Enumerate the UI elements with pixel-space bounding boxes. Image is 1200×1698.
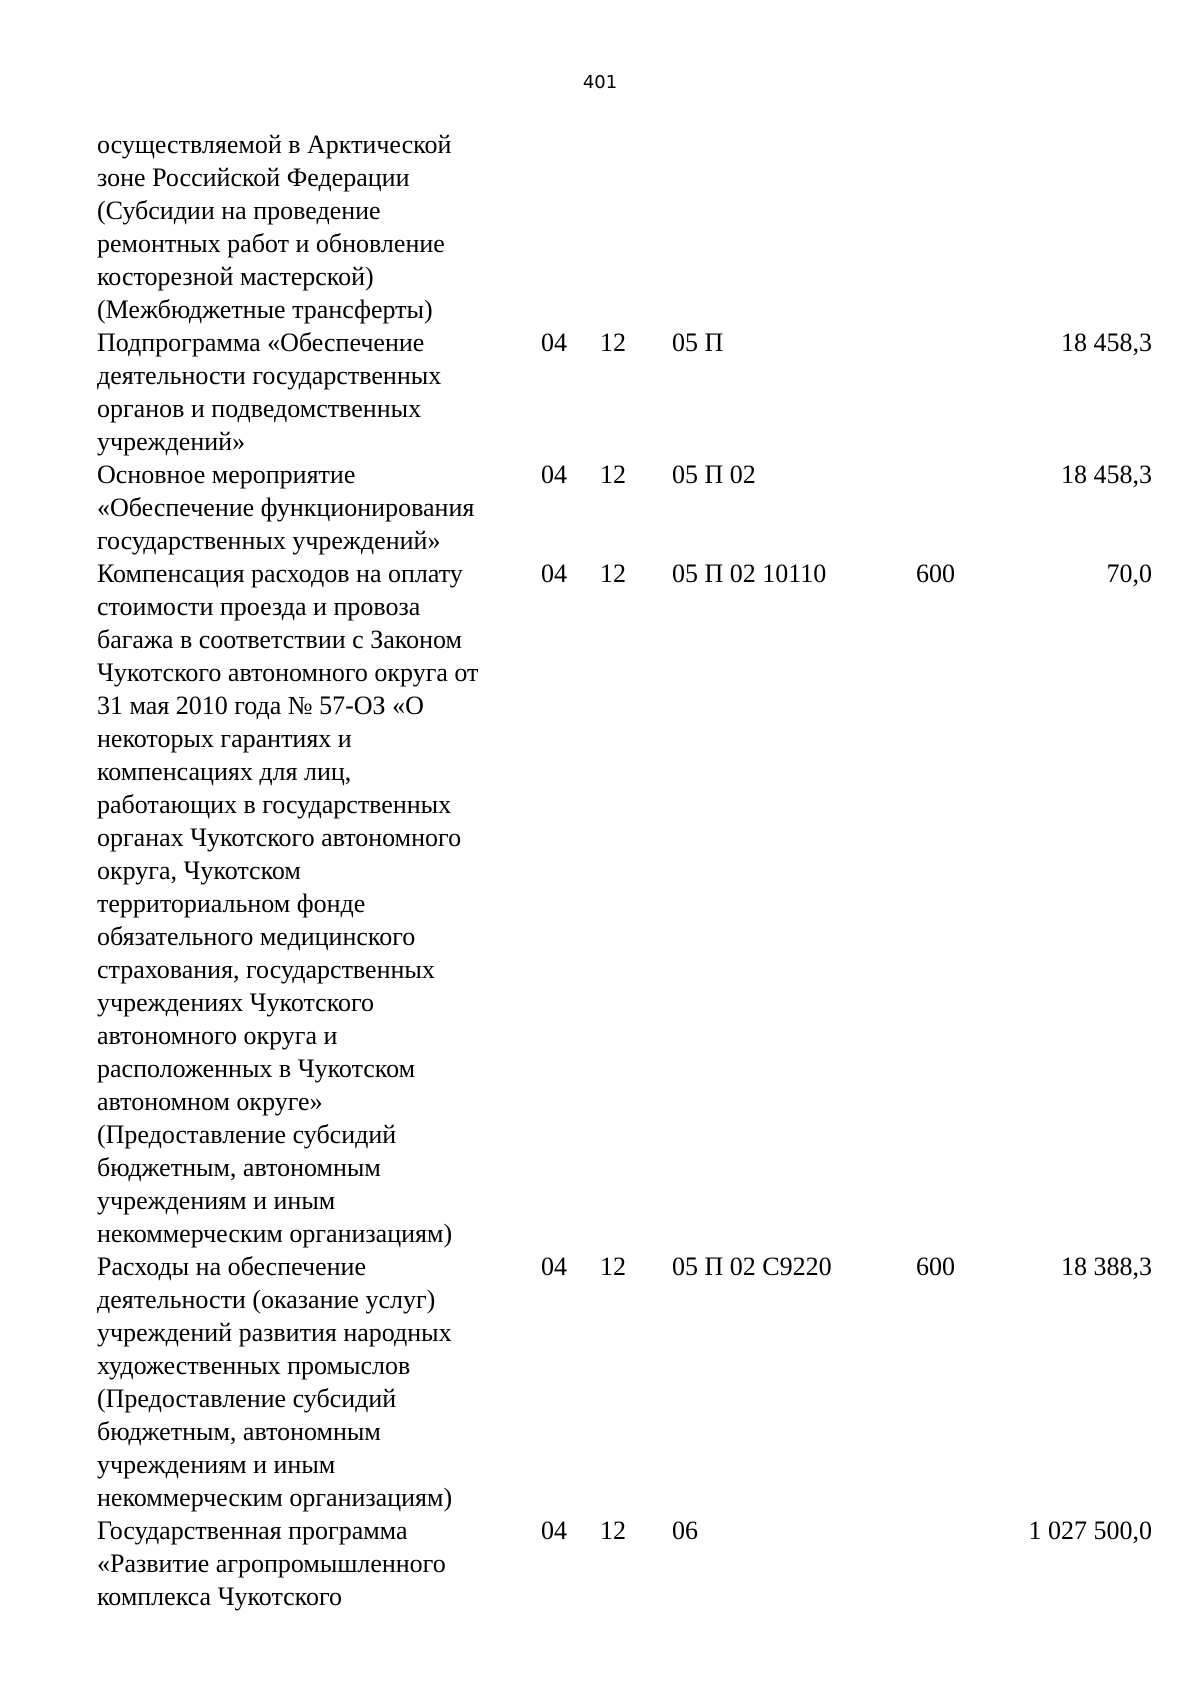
row-amount: 18 458,3 xyxy=(1061,460,1152,489)
row-amount: 18 388,3 xyxy=(1061,1252,1152,1281)
row-section: 04 xyxy=(541,460,567,489)
page-number: 401 xyxy=(582,72,618,93)
row-target-code: 05 П 02 xyxy=(672,460,756,489)
table-row xyxy=(97,326,1152,458)
row-description: осуществляемой в Арктической зоне Российской Федерации (Субсидии на проведение ремонтных работ и обновление косторезной мастерской) (Межбюджетные трансферты) xyxy=(97,130,452,324)
row-section: 04 xyxy=(541,1516,567,1545)
row-amount: 18 458,3 xyxy=(1061,328,1152,357)
row-section: 04 xyxy=(541,1252,567,1281)
row-amount: 70,0 xyxy=(1106,559,1152,588)
row-expense-type: 600 xyxy=(916,1252,955,1281)
row-description: Государственная программа «Развитие агропромышленного комплекса Чукотского xyxy=(97,1516,446,1611)
table-row xyxy=(97,1514,1152,1613)
row-target-code: 05 П xyxy=(672,328,724,357)
table-row xyxy=(97,458,1152,557)
row-subsection: 12 xyxy=(600,328,626,357)
row-description: Основное мероприятие «Обеспечение функционирования государственных учреждений» xyxy=(97,460,475,555)
row-subsection: 12 xyxy=(600,1252,626,1281)
table-row xyxy=(97,1250,1152,1514)
row-description: Подпрограмма «Обеспечение деятельности государственных органов и подведомственных учреждений» xyxy=(97,328,442,456)
row-subsection: 12 xyxy=(600,559,626,588)
budget-table xyxy=(97,128,1152,1613)
row-description: Компенсация расходов на оплату стоимости проезда и провоза багажа в соответствии с Законом Чукотского автономного округа от 31 мая 2010 года № 57-ОЗ «О некоторых гарантиях и компенсациях для лиц, работающих в государственных органах Чукотского автономного округа, Чукотском территориальном фонде обязательного медицинского страхования, государственных учреждениях Чукотского автономного округа и расположенных в Чукотском автономном округе» (Предоставление субсидий бюджетным, автономным учреждениям и иным некоммерческим организациям) xyxy=(97,559,479,1248)
row-subsection: 12 xyxy=(600,1516,626,1545)
row-subsection: 12 xyxy=(600,460,626,489)
row-section: 04 xyxy=(541,328,567,357)
row-section: 04 xyxy=(541,559,567,588)
row-description: Расходы на обеспечение деятельности (оказание услуг) учреждений развития народных художественных промыслов (Предоставление субсидий бюджетным, автономным учреждениям и иным некоммерческим организациям) xyxy=(97,1252,453,1512)
row-target-code: 05 П 02 С9220 xyxy=(672,1252,832,1281)
table-row xyxy=(97,557,1152,1250)
table-row xyxy=(97,128,1152,326)
row-target-code: 06 xyxy=(672,1516,698,1545)
row-target-code: 05 П 02 10110 xyxy=(672,559,827,588)
row-amount: 1 027 500,0 xyxy=(1028,1516,1152,1545)
row-expense-type: 600 xyxy=(916,559,955,588)
